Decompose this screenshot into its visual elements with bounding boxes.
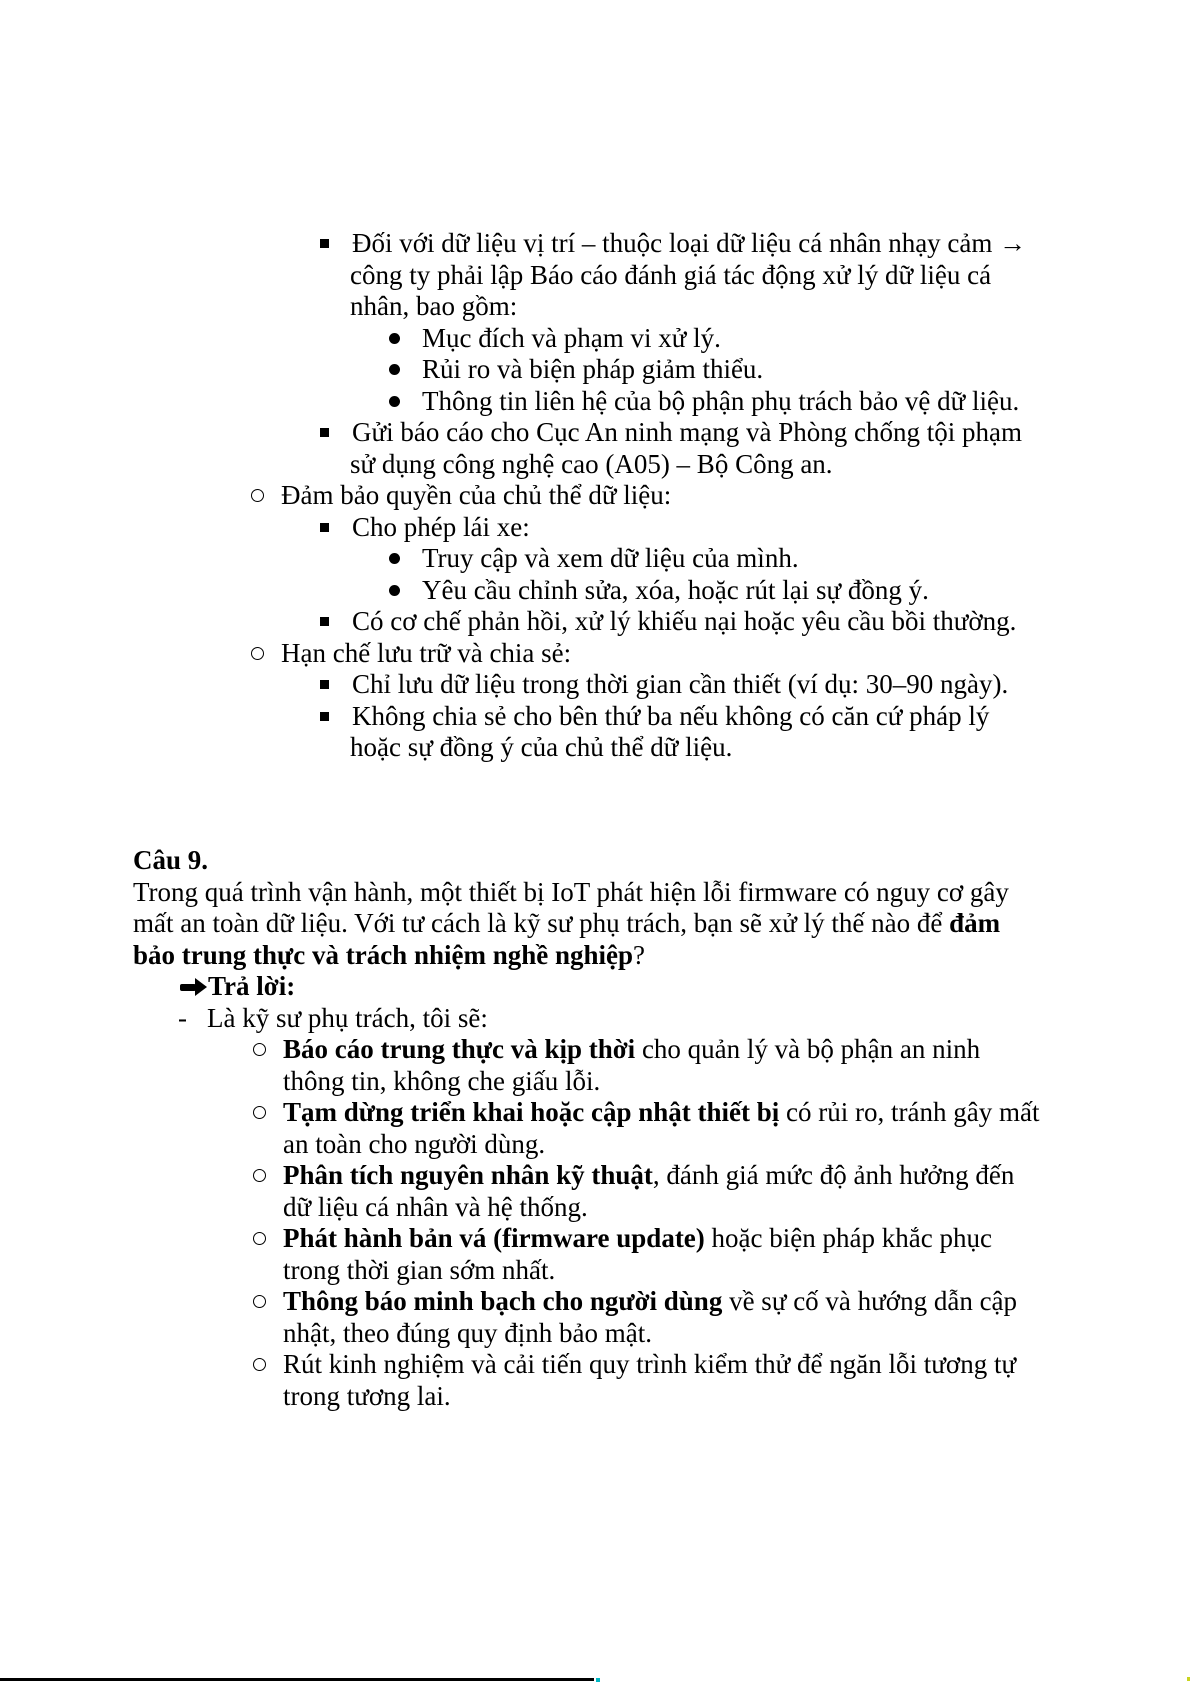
taskbar-accent-dot [596,1678,600,1682]
corner-speck [1187,1677,1190,1681]
bold-text: Thông báo minh bạch cho người dùng [283,1286,723,1316]
question-heading: Câu 9. [133,845,209,875]
list-line-text: Chỉ lưu dữ liệu trong thời gian cần thiết (ví dụ: 30–90 ngày). [352,669,1009,699]
answer-line-text [283,1318,652,1350]
circle-bullet-icon [253,1295,266,1308]
paragraph-line-text [133,940,645,972]
text: ? [633,939,645,970]
answer-line-text [283,1129,545,1161]
answer-list [0,1034,1191,1412]
square-bullet-icon [320,428,329,437]
list-line [0,386,1191,418]
dot-bullet-icon [389,553,400,564]
answer-line-text [283,1034,980,1066]
circle-bullet-icon [251,489,264,502]
answer-line [0,1381,1191,1413]
answer-line [0,1192,1191,1224]
text: mất an toàn dữ liệu. Với tư cách là kỹ sư phụ trách, bạn sẽ xử lý thế nào để [133,908,950,938]
list-line [0,449,1191,481]
answer-line-text [283,1286,1017,1318]
answer-intro-row [0,1003,1191,1035]
list-line [0,543,1191,575]
list-line-text: Đảm bảo quyền của chủ thể dữ liệu: [281,480,672,510]
answer-label: Trả lời: [208,971,296,1001]
list-line [0,512,1191,544]
list-line [0,480,1191,512]
square-bullet-icon [320,680,329,689]
bold-text: đảm [949,908,1001,938]
answer-line [0,1129,1191,1161]
answer-line-text [283,1349,1016,1381]
circle-bullet-icon [253,1169,266,1182]
answer-line-text [283,1192,588,1224]
list-line [0,701,1191,733]
text: có rủi ro, tránh gây mất [779,1097,1040,1127]
dot-bullet-icon [389,333,400,344]
text: trong thời gian sớm nhất. [283,1254,556,1285]
answer-line-text [283,1255,555,1287]
bold-text: Phát hành bản vá (firmware update) [283,1223,705,1253]
paragraph-line-text [133,877,1009,909]
list-line-text: Không chia sẻ cho bên thứ ba nếu không có căn cứ pháp lý [352,700,990,731]
list-line [0,732,1191,764]
answer-line-text [283,1097,1039,1129]
circle-bullet-icon [253,1232,266,1245]
answer-line [0,1097,1191,1129]
bold-text: Phân tích nguyên nhân kỹ thuật [283,1160,653,1190]
answer-line [0,1255,1191,1287]
answer-label-row [0,971,1191,1003]
text: hoặc biện pháp khắc phục [704,1223,992,1253]
list-line [0,323,1191,355]
answer-line [0,1223,1191,1255]
answer-line-text [283,1066,600,1098]
list-line-text: Yêu cầu chỉnh sửa, xóa, hoặc rút lại sự đồng ý. [422,574,929,605]
bold-text: bảo trung thực và trách nhiệm nghề nghiệp [133,939,634,970]
dot-bullet-icon [389,396,400,407]
circle-bullet-icon [251,647,264,660]
answer-intro-text: Là kỹ sư phụ trách, tôi sẽ: [207,1002,488,1033]
answer-line-text [283,1223,992,1255]
list-line-text: Mục đích và phạm vi xử lý. [422,322,721,353]
paragraph-line [0,877,1191,909]
list-line [0,669,1191,701]
circle-bullet-icon [253,1106,266,1119]
answer-line [0,1286,1191,1318]
list-line [0,638,1191,670]
question-heading-row [0,845,1191,877]
dot-bullet-icon [389,585,400,596]
text: thông tin, không che giấu lỗi. [283,1065,601,1096]
answer-line-text [283,1381,451,1413]
answer-line-text [283,1160,1014,1192]
circle-bullet-icon [253,1043,266,1056]
paragraph-line [0,940,1191,972]
text: dữ liệu cá nhân và hệ thống. [283,1191,588,1222]
square-bullet-icon [320,712,329,721]
list-line-text: Hạn chế lưu trữ và chia sẻ: [281,637,572,668]
paragraph-line [0,908,1191,940]
list-line [0,606,1191,638]
answer-line [0,1160,1191,1192]
list-line-text: hoặc sự đồng ý của chủ thể dữ liệu. [350,732,733,762]
question-paragraph [0,877,1191,972]
text: Trong quá trình vận hành, một thiết bị IoT phát hiện lỗi firmware có nguy cơ gây [133,876,1009,907]
square-bullet-icon [320,523,329,532]
list-line-text: nhân, bao gồm: [350,291,518,321]
text: về sự cố và hướng dẫn cập [722,1286,1018,1316]
dash-bullet: - [178,1002,187,1033]
text: nhật, theo đúng quy định bảo mật. [283,1317,652,1348]
list-line [0,228,1191,260]
circle-bullet-icon [253,1358,266,1371]
list-line-text: công ty phải lập Báo cáo đánh giá tác động xử lý dữ liệu cá [350,259,992,290]
list-line [0,354,1191,386]
text: , đánh giá mức độ ảnh hưởng đến [652,1160,1015,1190]
list-line-text: sử dụng công nghệ cao (A05) – Bộ Công an. [350,448,833,479]
square-bullet-icon [320,239,329,248]
list-line-text: Rủi ro và biện pháp giảm thiểu. [422,354,764,384]
answer-line [0,1066,1191,1098]
list-line-text: Có cơ chế phản hồi, xử lý khiếu nại hoặc yêu cầu bồi thường. [352,606,1017,636]
text: Rút kinh nghiệm và cải tiến quy trình kiểm thử để ngăn lỗi tương tự [283,1349,1017,1379]
bold-text: Báo cáo trung thực và kịp thời [283,1034,636,1064]
list-line [0,417,1191,449]
question-section [0,845,1191,1412]
arrow-icon [180,978,207,996]
text: trong tương lai. [283,1380,451,1411]
list-line [0,575,1191,607]
list-line-text: Thông tin liên hệ của bộ phận phụ trách bảo vệ dữ liệu. [422,385,1020,416]
text: cho quản lý và bộ phận an ninh [635,1034,981,1064]
answer-line [0,1349,1191,1381]
dot-bullet-icon [389,364,400,375]
answer-line [0,1034,1191,1066]
text: an toàn cho người dùng. [283,1128,546,1159]
square-bullet-icon [320,617,329,626]
answer-line [0,1318,1191,1350]
list-line [0,291,1191,323]
indent-list [0,228,1191,764]
list-line [0,260,1191,292]
list-line-text: Truy cập và xem dữ liệu của mình. [422,543,799,573]
list-line-text: Đối với dữ liệu vị trí – thuộc loại dữ liệu cá nhân nhạy cảm → [352,228,1027,258]
bold-text: Tạm dừng triển khai hoặc cập nhật thiết bị [283,1097,780,1127]
list-line-text: Gửi báo cáo cho Cục An ninh mạng và Phòng chống tội phạm [352,417,1023,447]
bottom-divider [0,1678,594,1681]
list-line-text: Cho phép lái xe: [352,511,530,542]
paragraph-line-text [133,908,1000,940]
